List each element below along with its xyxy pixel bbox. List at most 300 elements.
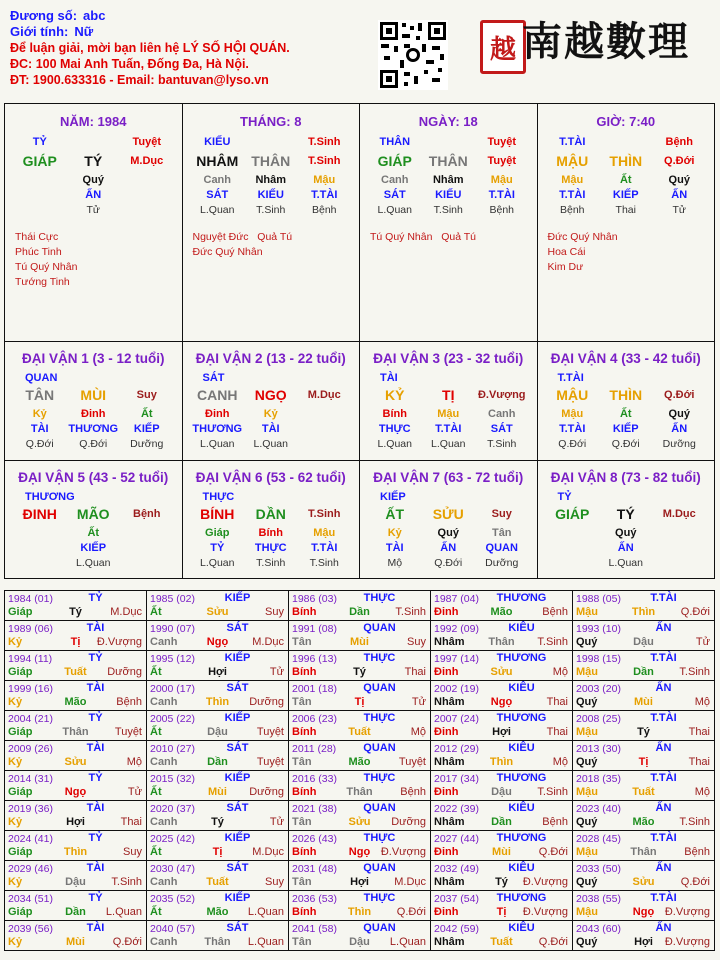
pillar-god xyxy=(67,135,121,150)
year-cell[interactable] xyxy=(5,921,147,951)
dai-van-hidden-god: SÁT xyxy=(490,423,513,435)
qr-code-icon[interactable] xyxy=(378,20,448,90)
dai-van-hidden-state: Q.Đới xyxy=(25,438,54,450)
year-cell[interactable] xyxy=(431,591,573,621)
year-stem: Ất xyxy=(150,726,162,738)
year-stem: Kỷ xyxy=(8,936,23,948)
year-label: 2007 (24) xyxy=(434,713,479,725)
year-cell[interactable] xyxy=(431,831,573,861)
year-stem: Quý xyxy=(576,636,598,648)
year-cell[interactable] xyxy=(147,771,289,801)
year-cell[interactable] xyxy=(431,651,573,681)
dai-van-state: Suy xyxy=(136,389,157,401)
dai-van-branch: MÙI xyxy=(80,387,107,403)
year-cell[interactable] xyxy=(431,801,573,831)
year-cell[interactable] xyxy=(573,801,715,831)
pillar-main: M.Dục xyxy=(130,155,164,167)
year-label: 1999 (16) xyxy=(8,683,53,695)
year-label: 2006 (23) xyxy=(292,713,337,725)
dai-van-hidden-stems xyxy=(360,407,537,422)
dai-van-state: Q.Đới xyxy=(664,389,695,401)
year-stem: Giáp xyxy=(8,726,33,738)
year-god: KIẾP xyxy=(224,892,251,904)
year-branch: Sửu xyxy=(348,816,371,828)
year-god: TÀI xyxy=(86,922,105,934)
year-cell[interactable] xyxy=(289,711,431,741)
pillar-row-states xyxy=(360,203,537,218)
dai-van-hidden-god: KIẾP xyxy=(80,542,107,554)
year-state: Thai xyxy=(688,726,710,738)
dai-van-state: T.Sinh xyxy=(308,508,341,520)
year-state: L.Quan xyxy=(105,906,142,918)
year-cell[interactable] xyxy=(147,711,289,741)
year-state: Tuyệt xyxy=(256,756,284,768)
dai-van-hidden-stem: Kỷ xyxy=(387,527,402,539)
pillar-cell xyxy=(538,104,716,342)
year-branch: Tị xyxy=(638,756,649,768)
year-cell[interactable] xyxy=(431,861,573,891)
year-state: Q.Đới xyxy=(680,606,710,618)
year-branch: Hợi xyxy=(66,816,85,828)
year-branch: Dậu xyxy=(633,636,654,648)
year-branch: Tuất xyxy=(348,726,371,738)
year-cell[interactable] xyxy=(431,711,573,741)
year-cell[interactable] xyxy=(573,591,715,621)
year-god: KIÊU xyxy=(508,862,535,874)
pillar-row-god xyxy=(538,135,715,150)
year-god: SÁT xyxy=(226,742,249,754)
year-label: 2002 (19) xyxy=(434,683,479,695)
year-cell[interactable] xyxy=(289,921,431,951)
year-cell[interactable] xyxy=(289,861,431,891)
year-state: Thai xyxy=(546,726,568,738)
year-cell[interactable] xyxy=(289,831,431,861)
pillar-state xyxy=(13,203,67,218)
pillar-god xyxy=(599,135,653,150)
year-branch: Tuất xyxy=(206,876,229,888)
year-stem: Đinh xyxy=(434,786,459,798)
gender-value: Nữ xyxy=(74,24,94,39)
year-stem: Đinh xyxy=(434,666,459,678)
dai-van-hidden-stems xyxy=(538,407,715,422)
year-state: Suy xyxy=(265,606,284,618)
year-stem: Mậu xyxy=(576,786,598,798)
year-god: T.TÀI xyxy=(650,592,677,604)
year-branch: Thân xyxy=(346,786,373,798)
year-state: M.Dục xyxy=(252,636,284,648)
dai-van-hidden-stem: Canh xyxy=(488,408,516,420)
year-state: T.Sinh xyxy=(537,786,568,798)
year-cell[interactable] xyxy=(431,681,573,711)
year-stem: Ất xyxy=(150,666,162,678)
dai-van-cell[interactable] xyxy=(360,461,538,579)
year-label: 1989 (06) xyxy=(8,623,53,635)
year-cell[interactable] xyxy=(431,771,573,801)
pillar-state: L.Quan xyxy=(377,204,412,216)
year-cell[interactable] xyxy=(147,861,289,891)
year-branch: Mùi xyxy=(208,786,227,798)
year-cell[interactable] xyxy=(5,711,147,741)
dai-van-branch: MÃO xyxy=(76,506,110,522)
year-state: Mộ xyxy=(126,756,142,768)
year-stem: Giáp xyxy=(8,606,33,618)
dai-van-hidden-state: L.Quan xyxy=(253,438,288,450)
star-label: Thái Cực xyxy=(15,231,59,243)
pillar-row-gods xyxy=(360,188,537,203)
year-state: Bệnh xyxy=(684,846,710,858)
year-god: ẤN xyxy=(655,622,672,634)
year-branch: Tị xyxy=(212,846,223,858)
year-label: 1988 (05) xyxy=(576,593,621,605)
pillar-hidden-god: ẤN xyxy=(671,189,688,201)
dai-van-cell[interactable] xyxy=(183,461,361,579)
dai-van-stem: MẬU xyxy=(556,387,589,403)
year-state: Thai xyxy=(120,816,142,828)
dai-van-cell[interactable] xyxy=(5,461,183,579)
year-cell[interactable] xyxy=(147,621,289,651)
dai-van-hidden-god: TÀI xyxy=(261,423,280,435)
year-cell[interactable] xyxy=(5,741,147,771)
pillar-row-stems xyxy=(360,173,537,188)
year-cell[interactable] xyxy=(5,831,147,861)
year-cell[interactable] xyxy=(431,621,573,651)
dai-van-cell[interactable] xyxy=(360,342,538,461)
year-state: Q.Đới xyxy=(680,876,710,888)
year-label: 1998 (15) xyxy=(576,653,621,665)
year-cell[interactable] xyxy=(5,651,147,681)
year-stem: Kỷ xyxy=(8,876,23,888)
year-cell[interactable] xyxy=(289,771,431,801)
year-cell[interactable] xyxy=(147,591,289,621)
dai-van-title: ĐẠI VẬN 3 (23 - 32 tuổi) xyxy=(373,351,524,366)
pillar-god xyxy=(244,135,298,150)
year-label: 2015 (32) xyxy=(150,773,195,785)
year-cell[interactable] xyxy=(289,591,431,621)
year-label: 1985 (02) xyxy=(150,593,195,605)
year-stem: Ất xyxy=(150,606,162,618)
year-branch: Thìn xyxy=(347,906,372,918)
contact-line-3: ĐT: 1900.633316 - Email: bantuvan@lyso.vn xyxy=(10,73,269,87)
owner-label: Đương số: xyxy=(10,8,78,23)
year-label: 2030 (47) xyxy=(150,863,195,875)
year-cell[interactable] xyxy=(5,801,147,831)
pillar-main: THÂN xyxy=(428,153,468,169)
year-state: Bệnh xyxy=(116,696,142,708)
year-god: THỰC xyxy=(363,712,396,724)
year-stem: Quý xyxy=(576,756,598,768)
year-god: QUAN xyxy=(363,622,396,634)
year-branch: Mão xyxy=(64,696,87,708)
year-state: Dưỡng xyxy=(249,696,284,708)
dai-van-hidden-stem xyxy=(653,526,707,541)
year-cell[interactable] xyxy=(147,651,289,681)
year-cell[interactable] xyxy=(573,681,715,711)
year-branch: Mùi xyxy=(492,846,511,858)
pillar-row-gods xyxy=(5,188,182,203)
dai-van-hidden-states xyxy=(360,437,537,452)
dai-van-hidden-gods xyxy=(360,541,537,556)
year-state: T.Sinh xyxy=(679,666,710,678)
dai-van-hidden-gods xyxy=(183,541,360,556)
dai-van-cell[interactable] xyxy=(5,342,183,461)
pillar-state: Bệnh xyxy=(311,204,337,216)
dai-van-state: Suy xyxy=(491,508,512,520)
pillar-stem: Canh xyxy=(203,174,231,186)
year-cell[interactable] xyxy=(5,591,147,621)
star-label: Nguyệt Đức Quả Tú xyxy=(192,231,293,243)
year-cell[interactable] xyxy=(147,681,289,711)
year-god: QUAN xyxy=(363,862,396,874)
year-god: ẤN xyxy=(655,862,672,874)
dai-van-hidden-stem: Quý xyxy=(668,408,690,420)
year-state: Đ.Vượng xyxy=(664,906,710,918)
dai-van-hidden-states xyxy=(183,437,360,452)
year-god: SÁT xyxy=(226,622,249,634)
year-cell[interactable] xyxy=(147,831,289,861)
dai-van-grid xyxy=(4,341,715,579)
pillar-stem xyxy=(13,173,67,188)
year-branch: Thìn xyxy=(489,756,514,768)
pillar-row-states xyxy=(183,203,360,218)
dai-van-hidden-stem: Bính xyxy=(382,408,407,420)
year-state: Thai xyxy=(546,696,568,708)
year-branch: Tuất xyxy=(632,786,655,798)
year-cell[interactable] xyxy=(147,801,289,831)
year-cell[interactable] xyxy=(289,651,431,681)
pillar-main: THÌN xyxy=(609,153,643,169)
pillar-title: NĂM: 1984 xyxy=(60,114,127,129)
pillar-god: KIẾU xyxy=(204,136,231,148)
year-cell[interactable] xyxy=(573,921,715,951)
pillar-hidden-god: SÁT xyxy=(206,189,229,201)
dai-van-hidden-states xyxy=(5,556,182,571)
year-label: 2026 (43) xyxy=(292,833,337,845)
year-state: Tuyệt xyxy=(256,726,284,738)
pillar-row-god xyxy=(5,135,182,150)
header-info xyxy=(10,8,290,88)
year-stem: Tân xyxy=(292,756,312,768)
year-cell[interactable] xyxy=(573,771,715,801)
year-cell[interactable] xyxy=(5,861,147,891)
gender-label: Giới tính: xyxy=(10,24,69,39)
dai-van-hidden-state: L.Quan xyxy=(76,557,111,569)
year-state: Thai xyxy=(404,666,426,678)
dai-van-hidden-state: L.Quan xyxy=(200,438,235,450)
dai-van-main xyxy=(5,507,182,522)
dai-van-branch: TỊ xyxy=(442,387,455,403)
year-god: SÁT xyxy=(226,922,249,934)
year-state: Q.Đới xyxy=(396,906,426,918)
pillar-hidden-god: T.TÀI xyxy=(311,189,338,201)
year-stem: Kỷ xyxy=(8,636,23,648)
year-god: T.TÀI xyxy=(650,712,677,724)
year-state: Bệnh xyxy=(400,786,426,798)
year-god: KIÊU xyxy=(508,622,535,634)
year-branch: Thân xyxy=(204,936,231,948)
year-cell[interactable] xyxy=(573,861,715,891)
year-state: Tuyệt xyxy=(114,726,142,738)
pillar-god: Tuyệt xyxy=(487,136,517,148)
year-state: T.Sinh xyxy=(537,636,568,648)
year-cell[interactable] xyxy=(147,741,289,771)
year-god: ẤN xyxy=(655,682,672,694)
year-branch: Mão xyxy=(348,756,371,768)
pillar-state: T.Sinh xyxy=(433,204,463,216)
dai-van-cell[interactable] xyxy=(538,461,716,579)
year-branch: Tị xyxy=(70,636,81,648)
year-label: 1995 (12) xyxy=(150,653,195,665)
dai-van-cell[interactable] xyxy=(538,342,716,461)
year-label: 2031 (48) xyxy=(292,863,337,875)
pillar-row-main xyxy=(5,154,182,169)
year-branch: Sửu xyxy=(64,756,87,768)
dai-van-hidden-gods xyxy=(5,422,182,437)
year-label: 2003 (20) xyxy=(576,683,621,695)
pillar-row-main xyxy=(538,154,715,169)
year-label: 1991 (08) xyxy=(292,623,337,635)
year-god: TỶ xyxy=(88,652,103,664)
dai-van-hidden-stems xyxy=(5,407,182,422)
dai-van-hidden-god: T.TÀI xyxy=(311,542,338,554)
dai-van-hidden-gods xyxy=(183,422,360,437)
year-stem: Kỷ xyxy=(8,816,23,828)
dai-van-hidden-stem: Quý xyxy=(615,527,637,539)
year-god: THỰC xyxy=(363,892,396,904)
year-state: Mộ xyxy=(552,666,568,678)
pillar-main: NHÂM xyxy=(196,153,239,169)
dai-van-main xyxy=(538,507,715,522)
pillar-main: GIÁP xyxy=(377,153,412,169)
dai-van-hidden-state: Mộ xyxy=(387,557,403,569)
year-god: TÀI xyxy=(86,742,105,754)
year-cell[interactable] xyxy=(289,621,431,651)
year-label: 2040 (57) xyxy=(150,923,195,935)
dai-van-stem: GIÁP xyxy=(555,506,590,522)
dai-van-hidden-stems xyxy=(183,407,360,422)
dai-van-stem: KỶ xyxy=(385,387,405,403)
dai-van-cell[interactable] xyxy=(183,342,361,461)
dai-van-hidden-stem: Ất xyxy=(619,408,632,420)
year-cell[interactable] xyxy=(5,681,147,711)
year-branch: Tị xyxy=(496,906,507,918)
dai-van-title: ĐẠI VẬN 8 (73 - 82 tuổi) xyxy=(550,470,701,485)
year-label: 2009 (26) xyxy=(8,743,53,755)
pillar-stem: Mậu xyxy=(313,174,336,186)
year-cell[interactable] xyxy=(431,921,573,951)
year-cell[interactable] xyxy=(5,891,147,921)
year-state: Tử xyxy=(411,696,426,708)
year-label: 2041 (58) xyxy=(292,923,337,935)
dai-van-hidden-state: Dưỡng xyxy=(485,557,519,569)
pillar-main: MẬU xyxy=(556,153,589,169)
year-label: 2008 (25) xyxy=(576,713,621,725)
pillar-state: T.Sinh xyxy=(256,204,286,216)
dai-van-hidden-god xyxy=(546,541,600,556)
dai-van-hidden-stems xyxy=(183,526,360,541)
year-cell[interactable] xyxy=(431,741,573,771)
year-branch: Dậu xyxy=(491,786,512,798)
contact-line-2: ĐC: 100 Mai Anh Tuấn, Đống Đa, Hà Nội. xyxy=(10,57,249,71)
year-stem: Canh xyxy=(150,876,178,888)
year-cell[interactable] xyxy=(431,891,573,921)
year-stem: Quý xyxy=(576,936,598,948)
year-cell[interactable] xyxy=(5,621,147,651)
pillar-main: Q.Đới xyxy=(664,155,695,167)
year-state: T.Sinh xyxy=(395,606,426,618)
year-stem: Nhâm xyxy=(434,816,465,828)
seal-logo: 越 xyxy=(480,20,526,74)
year-stem: Kỷ xyxy=(8,756,23,768)
dai-van-hidden-state xyxy=(653,556,707,571)
year-branch: Thìn xyxy=(205,696,230,708)
dai-van-god: QUAN xyxy=(25,372,58,384)
dai-van-hidden-state: Q.Đới xyxy=(79,438,108,450)
year-cell[interactable] xyxy=(5,771,147,801)
pillar-title: THÁNG: 8 xyxy=(240,114,302,129)
year-state: Bệnh xyxy=(542,816,568,828)
year-god: KIÊU xyxy=(508,802,535,814)
dai-van-hidden-god: ẤN xyxy=(440,542,457,554)
pillar-stem: Quý xyxy=(668,174,690,186)
year-cell[interactable] xyxy=(289,741,431,771)
year-label: 2042 (59) xyxy=(434,923,479,935)
year-stem: Nhâm xyxy=(434,636,465,648)
pillar-row-main xyxy=(183,154,360,169)
dai-van-hidden-god: KIẾP xyxy=(133,423,160,435)
year-state: Q.Đới xyxy=(538,846,568,858)
pillar-state xyxy=(120,203,174,218)
pillar-hidden-god: T.TÀI xyxy=(488,189,515,201)
year-label: 1997 (14) xyxy=(434,653,479,665)
dai-van-hidden-state xyxy=(298,437,352,452)
year-god: QUAN xyxy=(363,802,396,814)
pillar-stem: Nhâm xyxy=(432,174,464,186)
year-label: 2016 (33) xyxy=(292,773,337,785)
year-state: Đ.Vượng xyxy=(380,846,426,858)
year-stem: Tân xyxy=(292,876,312,888)
pillar-cell xyxy=(183,104,361,342)
year-cell[interactable] xyxy=(289,801,431,831)
year-cell[interactable] xyxy=(573,651,715,681)
year-cell[interactable] xyxy=(573,711,715,741)
pillar-main: Tuyệt xyxy=(487,155,517,167)
dai-van-main xyxy=(538,388,715,403)
year-cell[interactable] xyxy=(289,891,431,921)
year-branch: Dần xyxy=(207,756,228,768)
year-state: Tử xyxy=(269,816,284,828)
year-stem: Đinh xyxy=(434,726,459,738)
dai-van-branch: THÌN xyxy=(609,387,643,403)
year-label: 2004 (21) xyxy=(8,713,53,725)
year-cell[interactable] xyxy=(573,621,715,651)
year-cell[interactable] xyxy=(147,891,289,921)
dai-van-hidden-stem: Kỷ xyxy=(32,408,47,420)
year-cell[interactable] xyxy=(573,741,715,771)
year-cell[interactable] xyxy=(289,681,431,711)
year-state: Tử xyxy=(695,636,710,648)
year-cell[interactable] xyxy=(573,831,715,861)
year-stem: Bính xyxy=(292,906,317,918)
year-god: T.TÀI xyxy=(650,772,677,784)
pillar-cell xyxy=(5,104,183,342)
year-branch: Dần xyxy=(491,816,512,828)
star-label: Tướng Tinh xyxy=(15,276,70,288)
year-cell[interactable] xyxy=(573,891,715,921)
year-god: THƯƠNG xyxy=(496,652,547,664)
year-cell[interactable] xyxy=(147,921,289,951)
year-state: Mộ xyxy=(552,756,568,768)
year-label: 1990 (07) xyxy=(150,623,195,635)
